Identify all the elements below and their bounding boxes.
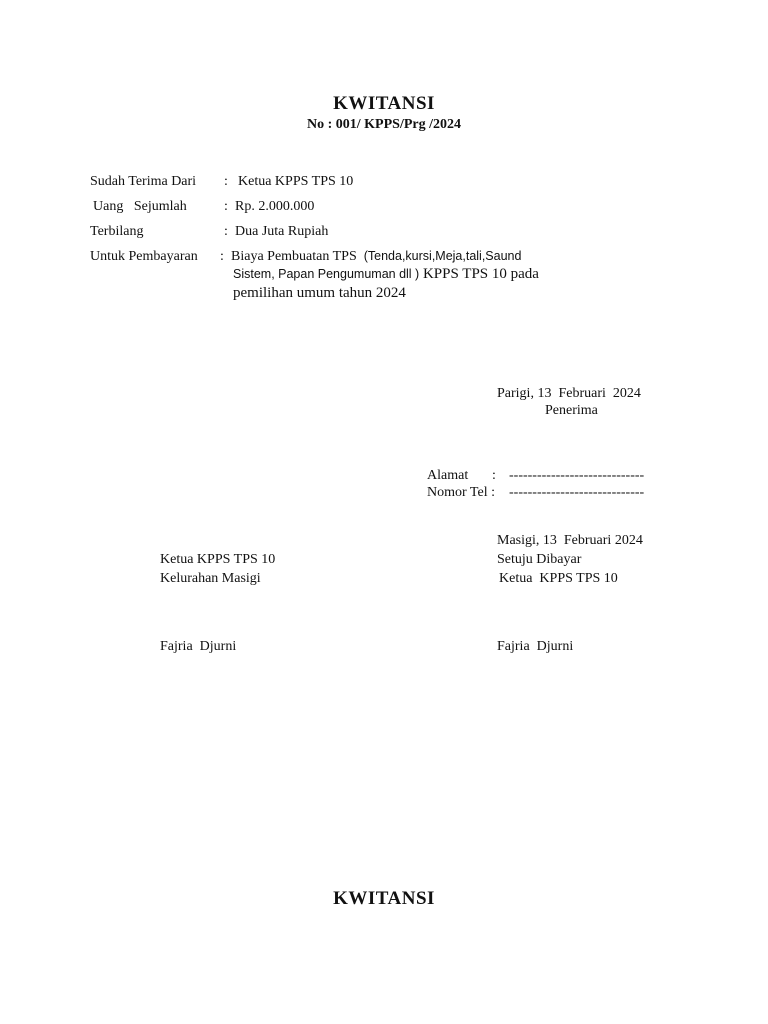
left-signer-title-1: Ketua KPPS TPS 10 [160, 552, 276, 567]
receiver-role: Penerima [545, 403, 598, 418]
address-value: ----------------------------- [509, 468, 645, 483]
purpose-separator: : [220, 249, 224, 264]
received-from-value: Ketua KPPS TPS 10 [238, 174, 354, 189]
amount-value: Rp. 2.000.000 [235, 199, 315, 214]
document-title-2: KWITANSI [333, 888, 435, 909]
purpose-line-1 [231, 249, 521, 265]
amount-separator: : [224, 199, 228, 214]
received-from-separator: : [224, 174, 228, 189]
purpose-line-2-serif: KPPS TPS 10 pada [419, 266, 539, 282]
address-separator: : [492, 468, 496, 483]
received-from-label: Sudah Terima Dari [90, 174, 197, 189]
in-words-label: Terbilang [90, 224, 144, 239]
purpose-line-2 [233, 266, 539, 283]
address-label: Alamat [427, 468, 469, 483]
purpose-line-2-sans: Sistem, Papan Pengumuman dll ) [233, 267, 420, 281]
approval-date: Masigi, 13 Februari 2024 [497, 533, 643, 548]
purpose-label: Untuk Pembayaran [90, 249, 198, 264]
right-signer-name: Fajria Djurni [497, 639, 574, 654]
in-words-value: Dua Juta Rupiah [235, 224, 329, 239]
receiver-place-date: Parigi, 13 Februari 2024 [497, 386, 641, 401]
left-signer-name: Fajria Djurni [160, 639, 237, 654]
right-signer-title-1: Setuju Dibayar [497, 552, 582, 567]
phone-value: ----------------------------- [509, 485, 645, 500]
amount-label: Uang Sejumlah [93, 199, 187, 214]
receipt-number: No : 001/ KPPS/Prg /2024 [307, 117, 461, 132]
document-title: KWITANSI [333, 93, 435, 114]
phone-label: Nomor Tel : [427, 485, 495, 500]
purpose-line-1-sans: (Tenda,kursi,Meja,tali,Saund [363, 249, 522, 263]
right-signer-title-2: Ketua KPPS TPS 10 [499, 571, 618, 586]
purpose-line-1-serif: Biaya Pembuatan TPS [231, 249, 364, 264]
purpose-line-3: pemilihan umum tahun 2024 [233, 285, 406, 301]
in-words-separator: : [224, 224, 228, 239]
left-signer-title-2: Kelurahan Masigi [160, 571, 261, 586]
